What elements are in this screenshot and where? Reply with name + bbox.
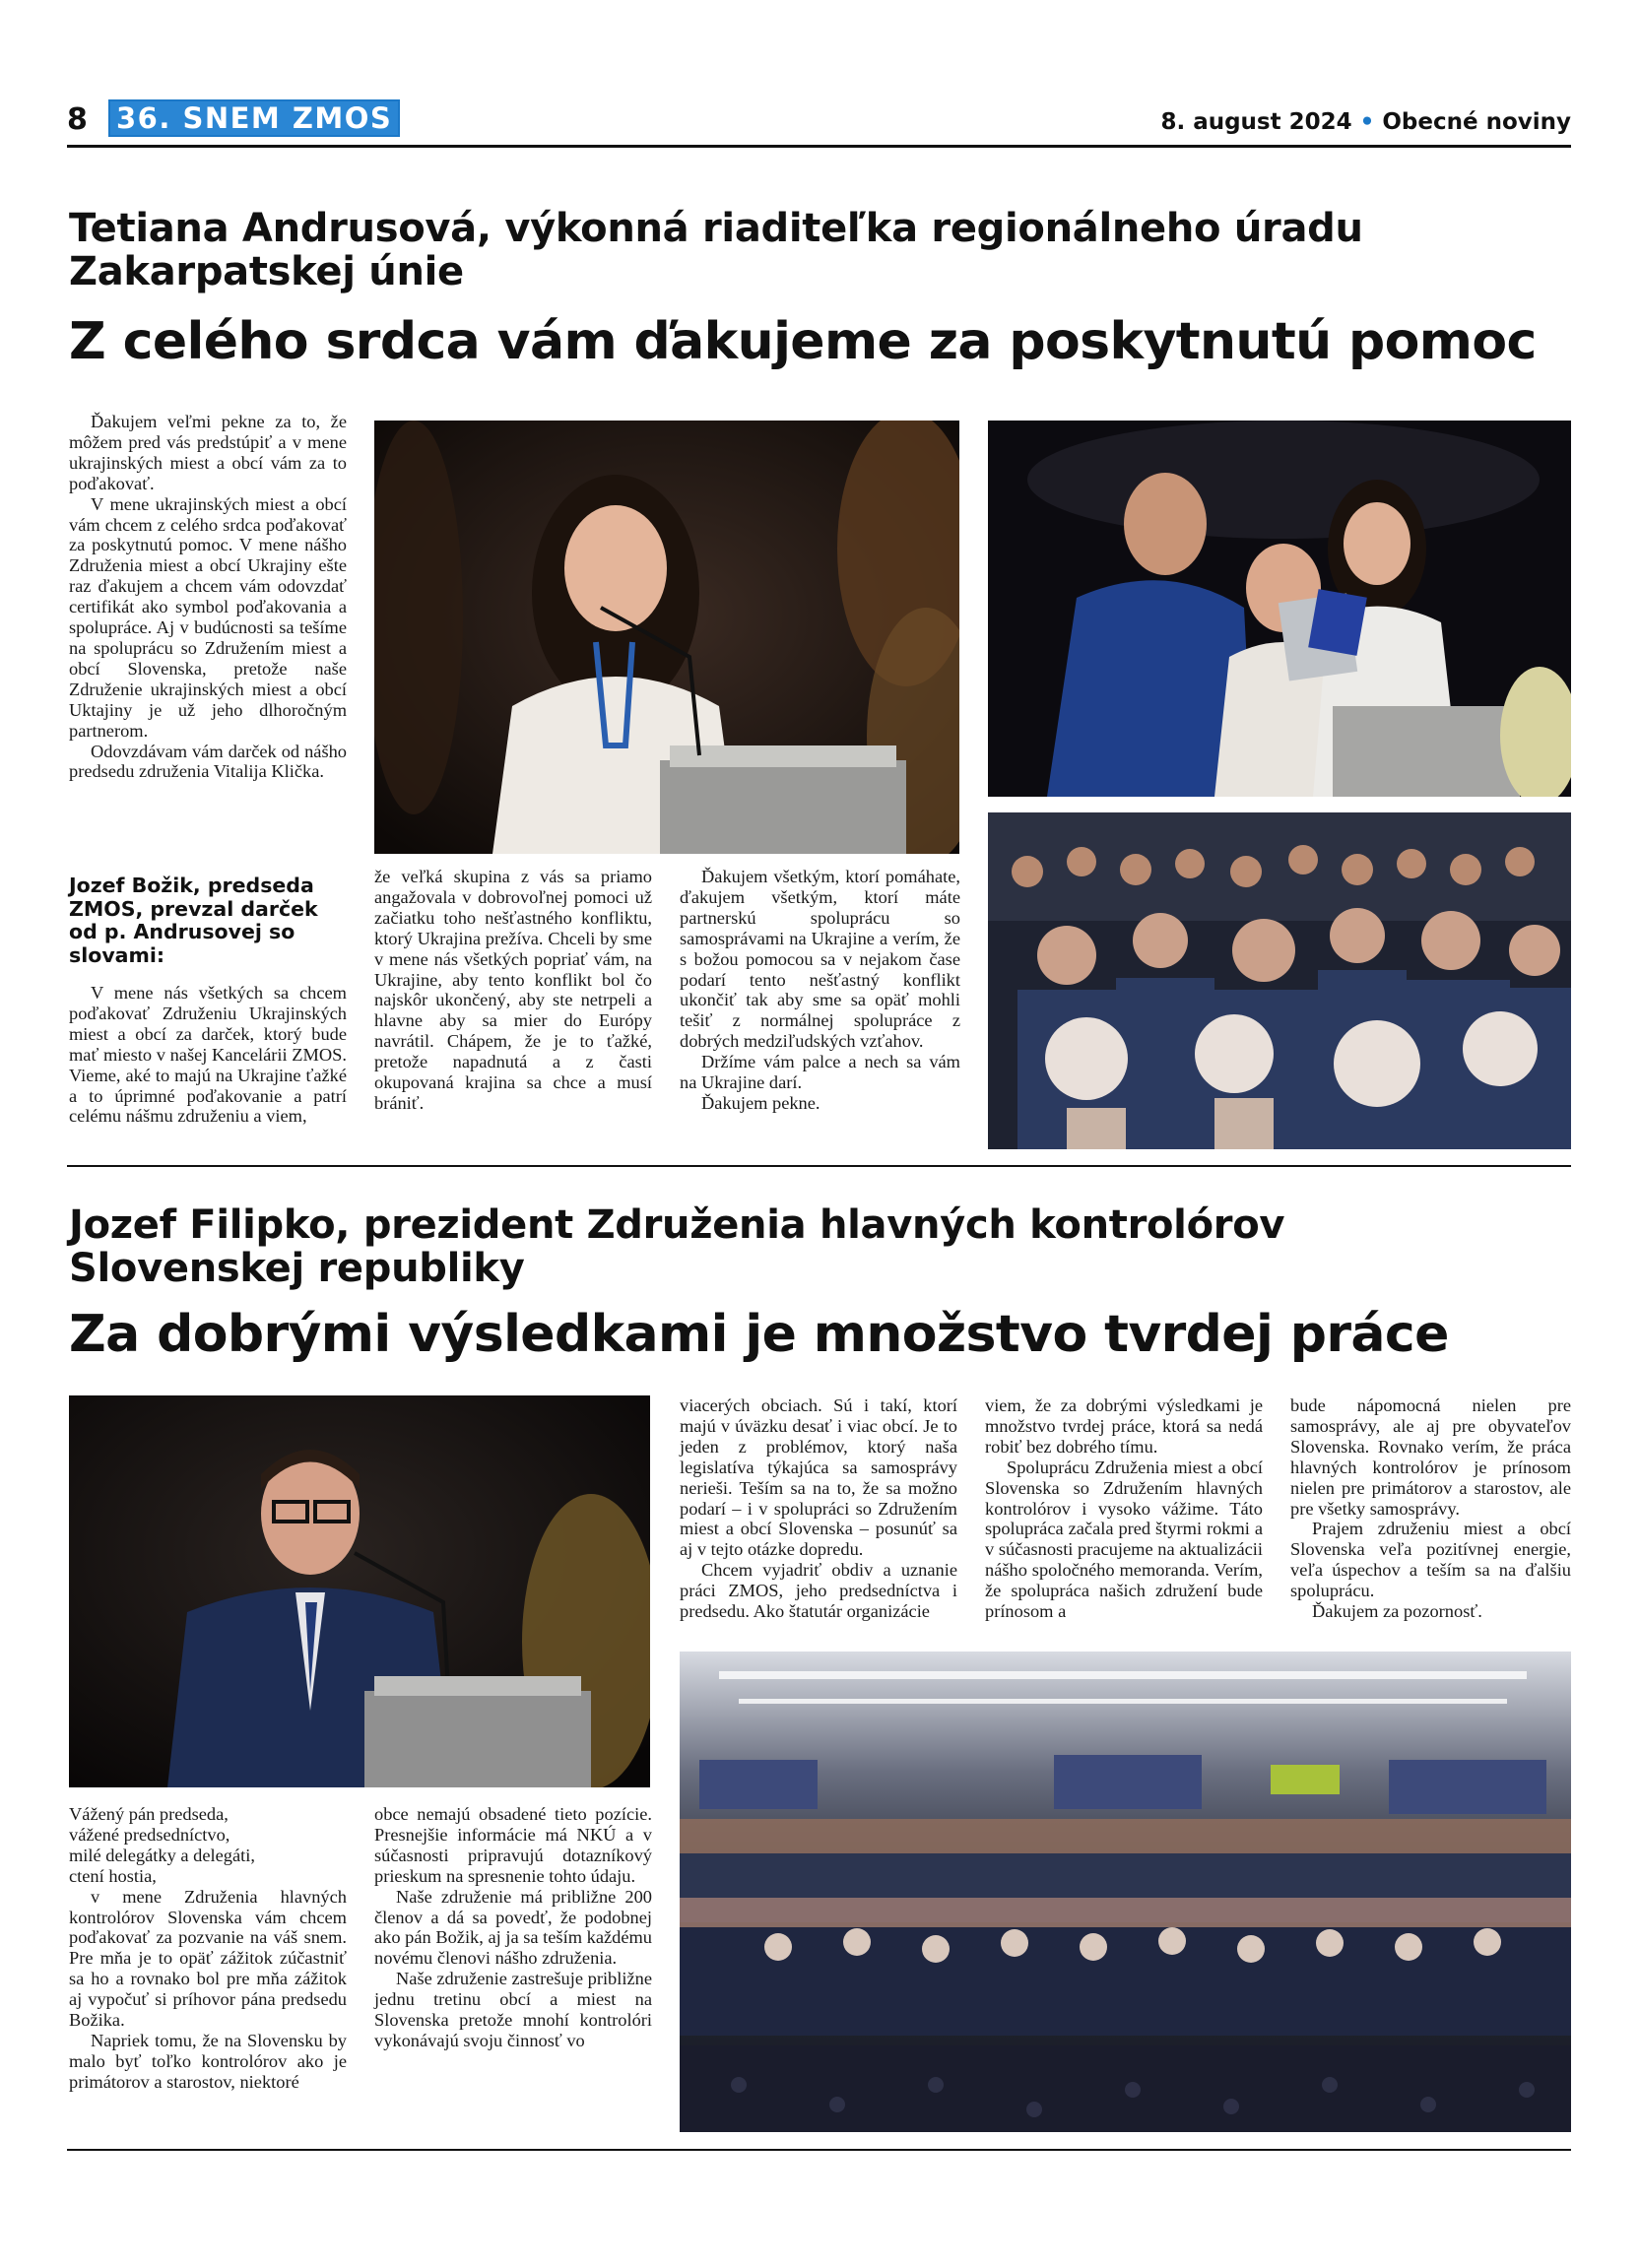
paragraph: Chcem vyjadriť obdiv a uznanie práci ZMOS, jeho predsedníctva i predsedu. Ako štatutár organizácie — [680, 1560, 957, 1622]
article1-kicker — [69, 207, 1566, 293]
article-separator-rule — [67, 1165, 1571, 1167]
issue-date: 8. august 2024 — [1160, 109, 1352, 135]
paragraph: Naše združenie má približne 200 členov a dá sa povedť, že podobnej ako pán Božik, aj ja sa teším každému novému členovi nášho združenia. — [374, 1886, 652, 1969]
paragraph: bude nápomocná nielen pre samosprávy, ale aj pre obyvateľov Slovenska. Rovnako verím, že práca hlavných kontrolórov je prínosom nielen pre primátorov a starostov, ale pre všetky samosprávy. — [1290, 1395, 1571, 1519]
article1-column-2 — [374, 867, 652, 1114]
paragraph: vážené predsedníctvo, — [69, 1824, 230, 1845]
paragraph: v mene Združenia hlavných kontrolórov Slovenska vám chcem poďakovať za pozvanie na váš snem. Pre mňa je to opäť zážitok zúčastniť sa ho a rovnako bol pre mňa zážitok aj vypočuť si príhovor pána predsedu Božika. — [69, 1886, 347, 2031]
footer-rule — [67, 2149, 1571, 2151]
paragraph: Naše združenie zastrešuje približne jednu tretinu obcí a miest na Slovenska pretože mnohí kontrolóri vykonávajú svoju činnosť vo — [374, 1969, 652, 2050]
paragraph: Vážený pán predseda, — [69, 1804, 229, 1824]
article2-kicker-line2: Slovenskej republiky — [69, 1246, 525, 1291]
photo-audience-applause-image — [988, 812, 1571, 1149]
paragraph: V mene ukrajinských miest a obcí vám chcem z celého srdca poďakovať za poskytnutú pomoc. V mene nášho Združenia miest a obcí Ukrajiny ešte raz ďakujem a chcem vám odovzdať certifikát ako symbol poďakovania a spolupráce. Aj v budúcnosti sa tešíme na spoluprácu so Združením miest a obcí Slovenska, pretože naše Združenie ukrajinských miest a obcí Uktajiny je už jeho dlhoročným partnerom. — [69, 493, 347, 741]
photo-audience-applause — [988, 812, 1571, 1149]
photo-speaker-filipko-image — [69, 1395, 650, 1787]
paragraph: ctení hostia, — [69, 1865, 157, 1886]
paragraph: Spoluprácu Združenia miest a obcí Slovenska so Združením hlavných kontrolórov i vysoko vážime. Táto spolupráca začala pred štyrmi rokmi a v súčasnosti pracujeme na aktualizácii nášho spoločného memoranda. Verím, že spolupráca našich združení bude prínosom a — [985, 1457, 1263, 1622]
article1-kicker-line1: Tetiana Andrusová, výkonná riaditeľka regionálneho úradu — [69, 206, 1363, 251]
paragraph: Odovzdávam vám darček od nášho predsedu združenia Vitalija Klička. — [69, 741, 347, 782]
photo-gift-handover-image — [988, 421, 1571, 797]
paragraph: Ďakujem pekne. — [701, 1092, 820, 1113]
publication-name: Obecné noviny — [1382, 109, 1571, 135]
article2-column-5 — [1290, 1395, 1571, 1622]
paragraph: Ďakujem všetkým, ktorí pomáhate, ďakujem všetkým, ktorí máte partnerskú spoluprácu so samosprávami na Ukrajine a verím, že s božou pomocou sa v nejakom čase podarí tento nešťastný konflikt ukončiť tak aby sme sa opäť mohli tešiť z normálnej spolupráce z dobrých medziľudských vzťahov. — [680, 867, 960, 1052]
photo-speaker-andrusova-image — [374, 421, 959, 854]
paragraph: Ďakujem za pozornosť. — [1312, 1601, 1482, 1622]
paragraph: Prajem združeniu miest a obcí Slovenska veľa pozitívnej energie, veľa úspechov a teším sa na ďalšiu spoluprácu. — [1290, 1519, 1571, 1601]
article1-column-1 — [69, 412, 347, 782]
article2-column-3 — [680, 1395, 957, 1622]
article2-column-2 — [374, 1804, 652, 2051]
paragraph: že veľká skupina z vás sa priamo angažovala v dobrovoľnej pomoci už začiatku toho nešťastného konfliktu, ktorý Ukrajina prežíva. Chceli by sme v mene nás všetkých popriať vám, na Ukrajine, aby tento konflikt bol čo najskôr ukončený, aby ste netrpeli a hlavne aby sa mier do Európy navrátil. Chápem, že je to ťažké, pretože napadnutá a z časti okupovaná krajina sa chce a musí brániť. — [374, 867, 652, 1113]
photo-speaker-andrusova — [374, 421, 959, 854]
header-rule — [67, 145, 1571, 148]
paragraph: Napriek tomu, že na Slovensku by malo byť toľko kontrolórov ako je primátorov a starostov, niektoré — [69, 2030, 347, 2092]
section-tag: 36. SNEM ZMOS — [108, 99, 400, 137]
paragraph: Držíme vám palce a nech sa vám na Ukrajine darí. — [680, 1052, 960, 1093]
article2-headline: Za dobrými výsledkami je množstvo tvrdej práce — [69, 1305, 1449, 1364]
photo-conference-hall — [680, 1652, 1571, 2132]
separator-dot: • — [1359, 109, 1375, 135]
article1-subhead: Jozef Božik, predseda ZMOS, prevzal darček od p. Andrusovej so slovami: — [69, 874, 318, 967]
article1-column-1b — [69, 875, 347, 1127]
paragraph: obce nemajú obsadené tieto pozície. Presnejšie informácie má NKÚ a v súčasnosti pripravujú dotazníkový prieskum na spresnenie tohto údaju. — [374, 1804, 652, 1886]
photo-gift-handover — [988, 421, 1571, 797]
paragraph: viacerých obciach. Sú i takí, ktorí majú v úväzku desať i viac obcí. Je to jeden z problémov, ktorý naša legislatíva týkajúca sa samosprávy nerieši. Teším sa na to, že sa možno podarí – i v spolupráci so Združením miest a obcí Slovenska – posunúť sa aj v tejto otázke dopredu. — [680, 1395, 957, 1560]
article1-kicker-line2: Zakarpatskej únie — [69, 249, 464, 294]
article1-headline: Z celého srdca vám ďakujeme za poskytnutú pomoc — [69, 312, 1537, 371]
page-number: 8 — [67, 102, 88, 137]
photo-speaker-filipko — [69, 1395, 650, 1787]
photo-conference-hall-image — [680, 1652, 1571, 2132]
article2-kicker-line1: Jozef Filipko, prezident Združenia hlavných kontrolórov — [69, 1202, 1285, 1248]
paragraph: viem, že za dobrými výsledkami je množstvo tvrdej práce, ktorá sa nedá robiť bez dobrého tímu. — [985, 1395, 1263, 1457]
article2-column-1 — [69, 1804, 347, 2093]
paragraph: V mene nás všetkých sa chcem poďakovať Združeniu Ukrajinských miest a obcí za darček, ktorý bude mať miesto v našej Kancelárii ZMOS. Vieme, aké to majú na Ukrajine ťažké a to úprimné poďakovanie a patrí celému nášmu združeniu a viem, — [69, 983, 347, 1127]
paragraph: milé delegátky a delegáti, — [69, 1845, 255, 1865]
paragraph: Ďakujem veľmi pekne za to, že môžem pred vás predstúpiť a v mene ukrajinských miest a obcí vám za to poďakovať. — [69, 412, 347, 493]
article2-column-4 — [985, 1395, 1263, 1622]
article1-column-3 — [680, 867, 960, 1114]
article2-kicker — [69, 1203, 1566, 1290]
masthead-info — [1160, 109, 1571, 135]
